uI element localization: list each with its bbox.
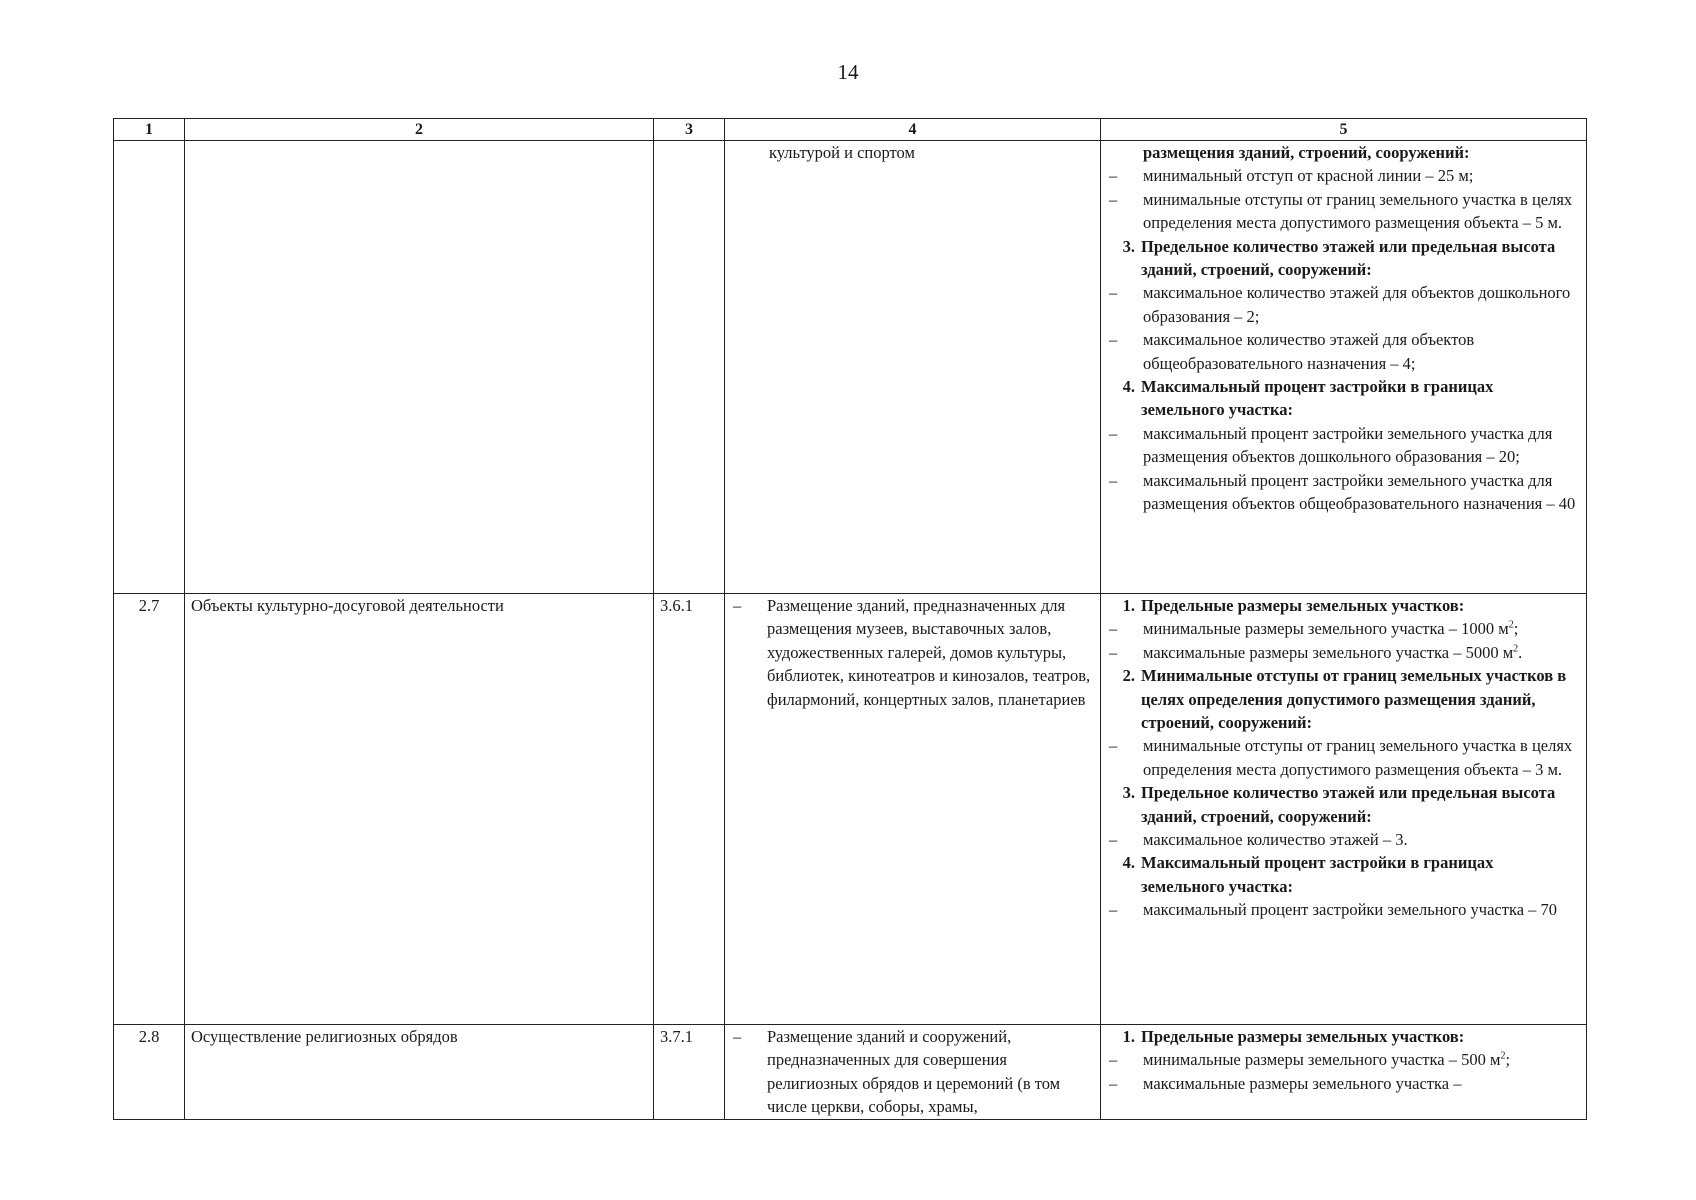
- dash-marker: –: [1109, 1073, 1118, 1093]
- cont-cell-num: [114, 141, 185, 594]
- table-row: [114, 594, 1587, 1025]
- param-item: [1107, 164, 1580, 187]
- param-text-main: максимальное количество этажей – 3.: [1143, 830, 1408, 850]
- unit-superscript: 2: [1500, 1050, 1506, 1062]
- param-text: [1143, 898, 1580, 921]
- list-number: 2.: [1122, 666, 1135, 686]
- param-item: [1107, 617, 1580, 640]
- param-text: [1141, 594, 1580, 617]
- param-heading: [1107, 664, 1580, 734]
- zoning-regulations-table: [113, 118, 1587, 1120]
- param-text: [1141, 781, 1580, 828]
- row-parameters: [1101, 1025, 1587, 1120]
- param-text-main: размещения зданий, строений, сооружений:: [1143, 143, 1470, 162]
- param-item: [1107, 422, 1580, 469]
- cont-cell-name: [185, 141, 654, 594]
- dash-marker: –: [1109, 736, 1118, 756]
- param-text-main: Предельные размеры земельных участков:: [1141, 596, 1465, 615]
- param-text: [1141, 375, 1580, 422]
- param-text-main: Максимальный процент застройки в границах земельного участка:: [1141, 377, 1494, 420]
- list-number: 3.: [1122, 236, 1135, 256]
- param-text-main: Предельное количество этажей или предельная высота зданий, строений, сооружений:: [1141, 783, 1556, 826]
- param-text: [1143, 734, 1580, 781]
- param-text-suffix: .: [1518, 642, 1523, 662]
- param-text-main: максимальные размеры земельного участка – 5000 м: [1143, 642, 1514, 662]
- param-text-suffix: ;: [1505, 1050, 1511, 1070]
- header-col-2: 2: [185, 119, 654, 141]
- dash-marker: –: [1109, 619, 1118, 639]
- param-text: [1143, 188, 1580, 235]
- dash-marker: –: [1109, 423, 1118, 443]
- param-text: [1143, 1072, 1580, 1095]
- dash-marker: –: [1109, 470, 1118, 490]
- cont-cell-params: [1101, 141, 1587, 594]
- param-text: [1143, 422, 1580, 469]
- header-col-4: 4: [725, 119, 1101, 141]
- row-description: [725, 1025, 1101, 1120]
- param-heading: [1107, 594, 1580, 617]
- list-number: 1.: [1122, 1027, 1135, 1046]
- row-code: 3.7.1: [654, 1025, 725, 1120]
- param-text-main: минимальный отступ от красной линии – 25 м;: [1143, 166, 1474, 186]
- param-item: [1107, 281, 1580, 328]
- param-text: [1143, 1048, 1580, 1071]
- param-text-main: Предельное количество этажей или предельная высота зданий, строений, сооружений:: [1141, 236, 1556, 280]
- param-item: [1107, 641, 1580, 664]
- param-text-main: максимальный процент застройки земельного участка для размещения объектов общеобразовательного назначения – 40: [1143, 470, 1576, 514]
- param-item: [1107, 469, 1580, 516]
- param-item: [1107, 328, 1580, 375]
- continuation-row: [114, 141, 1587, 594]
- dash-marker: –: [1109, 642, 1118, 662]
- dash-marker: –: [733, 596, 742, 615]
- description-text: Размещение зданий и сооружений, предназначенных для совершения религиозных обрядов и церемоний (в том числе церкви, соборы, храмы,: [767, 1027, 1061, 1117]
- param-list: [1107, 141, 1580, 516]
- list-number: 4.: [1122, 853, 1135, 873]
- row-parameters: [1101, 594, 1587, 1025]
- header-col-5: 5: [1101, 119, 1587, 141]
- header-col-3: 3: [654, 119, 725, 141]
- row-number: 2.7: [114, 594, 185, 1025]
- param-item: [1107, 828, 1580, 851]
- param-item: [1107, 734, 1580, 781]
- param-text: [1143, 328, 1580, 375]
- header-col-1: 1: [114, 119, 185, 141]
- dash-marker: –: [1109, 900, 1118, 920]
- param-text: [1143, 141, 1580, 164]
- cont-desc-text: культурой и спортом: [769, 143, 915, 162]
- description-text: Размещение зданий, предназначенных для размещения музеев, выставочных залов, художественных галерей, домов культуры, библиотек, кинотеатров и кинозалов, театров, филармоний, концертных залов, планетариев: [767, 596, 1091, 709]
- param-text-suffix: ;: [1513, 619, 1519, 639]
- row-description: [725, 594, 1101, 1025]
- param-text: [1141, 235, 1580, 282]
- param-list: [1107, 1025, 1580, 1095]
- header-row: [114, 119, 1587, 141]
- param-heading: [1107, 235, 1580, 282]
- row-name: Осуществление религиозных обрядов: [185, 1025, 654, 1120]
- dash-marker: –: [1109, 283, 1118, 303]
- param-text-main: Максимальный процент застройки в границах земельного участка:: [1141, 853, 1494, 896]
- dash-marker: –: [1109, 166, 1118, 186]
- param-text: [1143, 281, 1580, 328]
- param-heading: [1107, 781, 1580, 828]
- param-text-main: минимальные отступы от границ земельного участка в целях определения места допустимого размещения объекта – 3 м.: [1143, 736, 1573, 779]
- cont-cell-desc: [725, 141, 1101, 594]
- list-number: 3.: [1122, 783, 1135, 803]
- dash-marker: –: [1109, 330, 1118, 350]
- param-text-main: максимальные размеры земельного участка –: [1143, 1073, 1462, 1093]
- row-number: 2.8: [114, 1025, 185, 1120]
- row-name: Объекты культурно-досуговой деятельности: [185, 594, 654, 1025]
- param-item: [1107, 898, 1580, 921]
- param-item: [1107, 1072, 1580, 1095]
- param-heading: [1107, 1025, 1580, 1048]
- param-text-main: Предельные размеры земельных участков:: [1141, 1027, 1465, 1046]
- dash-marker: –: [1109, 189, 1118, 209]
- unit-superscript: 2: [1513, 643, 1519, 655]
- param-text: [1141, 851, 1580, 898]
- unit-superscript: 2: [1508, 619, 1514, 631]
- row-code: 3.6.1: [654, 594, 725, 1025]
- dash-marker: –: [1109, 830, 1118, 850]
- param-text: [1143, 469, 1580, 516]
- param-text: [1143, 828, 1580, 851]
- param-heading: [1107, 141, 1580, 164]
- page-number: 14: [837, 60, 859, 84]
- param-text: [1143, 164, 1580, 187]
- param-text-main: Минимальные отступы от границ земельных участков в целях определения допустимого размещения зданий, строений, сооружений:: [1141, 666, 1567, 733]
- param-text-main: минимальные размеры земельного участка – 1000 м: [1143, 619, 1509, 639]
- param-text-main: максимальное количество этажей для объектов дошкольного образования – 2;: [1143, 283, 1571, 326]
- param-text: [1141, 1025, 1580, 1048]
- param-text-main: максимальное количество этажей для объектов общеобразовательного назначения – 4;: [1143, 330, 1475, 373]
- table-row: [114, 1025, 1587, 1120]
- param-text: [1143, 617, 1580, 640]
- list-number: 1.: [1122, 596, 1135, 615]
- dash-marker: –: [733, 1027, 742, 1046]
- param-text-main: максимальный процент застройки земельного участка для размещения объектов дошкольного образования – 20;: [1143, 423, 1553, 467]
- param-text-main: минимальные размеры земельного участка – 500 м: [1143, 1050, 1501, 1070]
- dash-marker: –: [1109, 1050, 1118, 1070]
- cont-cell-code: [654, 141, 725, 594]
- param-text: [1143, 641, 1580, 664]
- param-text: [1141, 664, 1580, 734]
- param-text-main: максимальный процент застройки земельного участка – 70: [1143, 900, 1558, 920]
- param-item: [1107, 188, 1580, 235]
- param-item: [1107, 1048, 1580, 1071]
- list-number: 4.: [1122, 377, 1135, 397]
- param-heading: [1107, 375, 1580, 422]
- param-heading: [1107, 851, 1580, 898]
- param-list: [1107, 594, 1580, 922]
- param-text-main: минимальные отступы от границ земельного участка в целях определения места допустимого размещения объекта – 5 м.: [1143, 189, 1573, 233]
